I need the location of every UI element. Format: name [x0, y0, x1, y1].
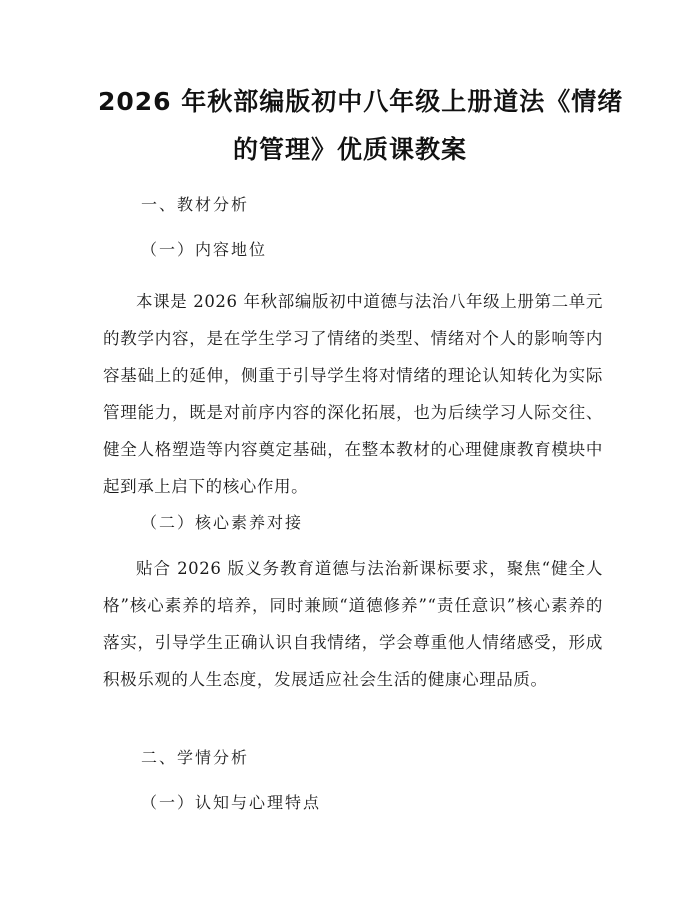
section1-paragraph2: 贴合 2026 版义务教育道德与法治新课标要求，聚焦“健全人格”核心素养的培养，同时兼顾“道德修养”“责任意识”核心素养的落实，引导学生正确认识自我情绪，学会尊重他人情绪感受，形成积极乐观的人生态度，发展适应社会生活的健康心理品质。: [103, 559, 603, 689]
section1-heading: 一、教材分析: [141, 195, 250, 214]
section1-subheading2: （二）核心素养对接: [141, 513, 304, 532]
section2-subheading1: （一）认知与心理特点: [141, 793, 322, 812]
section2-heading: 二、学情分析: [141, 748, 250, 767]
section1-paragraph1: 本课是 2026 年秋部编版初中道德与法治八年级上册第二单元的教学内容，是在学生学习了情绪的类型、情绪对个人的影响等内容基础上的延伸，侧重于引导学生将对情绪的理论认知转化为实际管理能力，既是对前序内容的深化拓展，也为后续学习人际交往、健全人格塑造等内容奠定基础，在整本教材的心理健康教育模块中起到承上启下的核心作用。: [103, 292, 603, 496]
document-title-line2: 的管理》优质课教案: [232, 135, 467, 164]
section1-subheading1: （一）内容地位: [141, 240, 268, 259]
document-title-line1: 2026 年秋部编版初中八年级上册道法《情绪: [98, 87, 624, 116]
